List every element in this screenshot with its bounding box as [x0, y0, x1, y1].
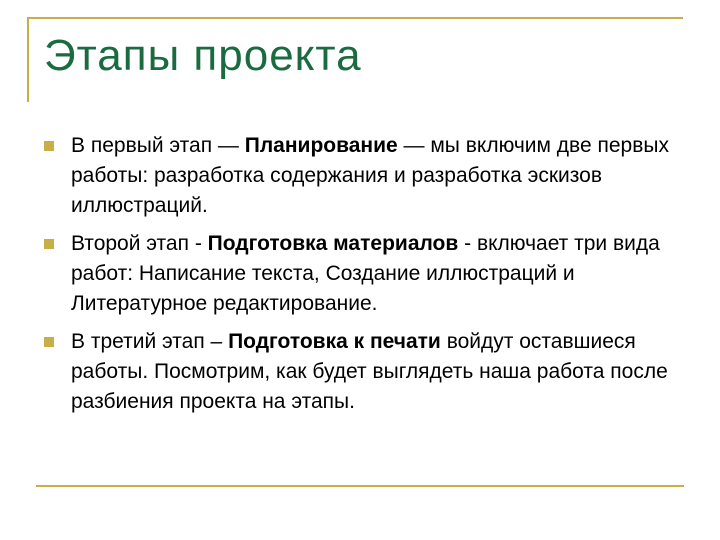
square-bullet-icon: [44, 239, 54, 249]
bullet-text-after: — мы включим две первых работы: разработка содержания и разработка эскизов иллюстраций.: [71, 134, 669, 217]
square-bullet-icon: [44, 141, 54, 151]
slide-title: Этапы проекта: [44, 31, 362, 80]
bullet-item-print: [42, 327, 682, 417]
bullet-text-before: Второй этап -: [71, 232, 208, 255]
bullet-text-after: - включает три вида работ: Написание текста, Создание иллюстраций и Литературное редактирование.: [71, 232, 660, 315]
frame-bottom-rule: [36, 485, 684, 487]
bullet-emphasis: Подготовка материалов: [207, 232, 459, 255]
bullet-text-after: войдут оставшиеся работы. Посмотрим, как будет выглядеть наша работа после разбиения проекта на этапы.: [71, 330, 668, 413]
bullet-text-before: В первый этап —: [71, 134, 245, 157]
bullet-emphasis: Подготовка к печати: [228, 330, 441, 353]
bullet-emphasis: Планирование: [244, 134, 398, 157]
bullet-text-before: В третий этап –: [71, 330, 229, 353]
square-bullet-icon: [44, 337, 54, 347]
bullet-item-materials: [42, 229, 682, 319]
bullet-list: [42, 131, 682, 425]
bullet-item-planning: [42, 131, 682, 221]
frame-left-rule: [27, 17, 29, 102]
frame-top-rule: [27, 17, 683, 19]
